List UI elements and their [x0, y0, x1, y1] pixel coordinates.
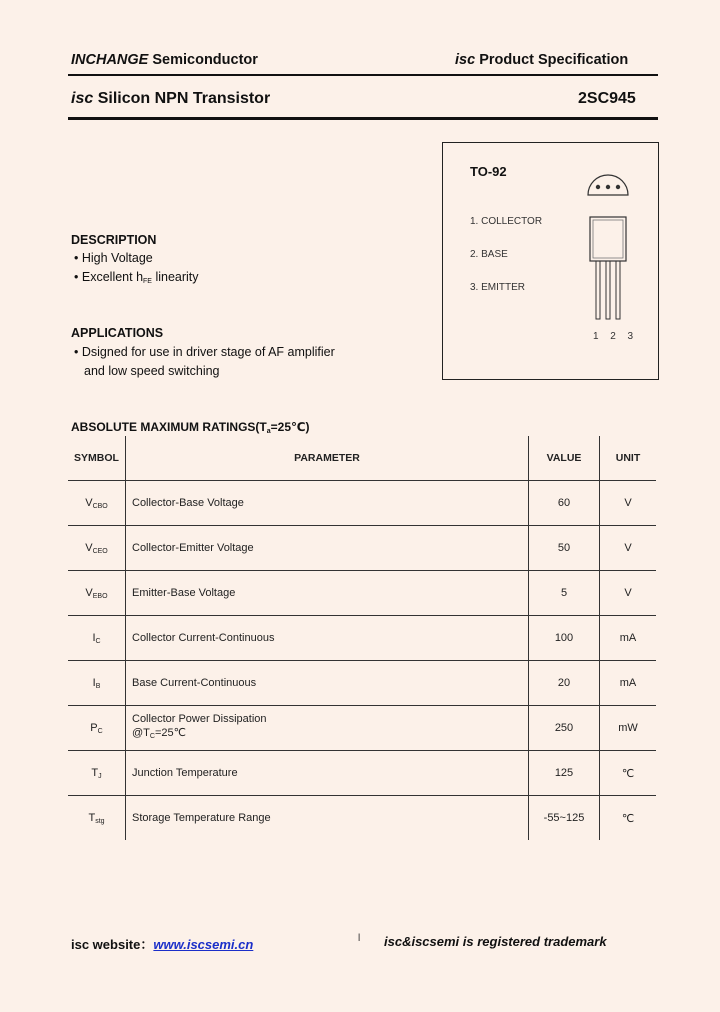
header-value: VALUE — [529, 436, 600, 481]
symbol-cell — [68, 796, 126, 841]
footer-website — [71, 934, 253, 953]
website-link[interactable]: www.iscsemi.cn — [153, 937, 254, 952]
unit-cell: mW — [600, 706, 657, 751]
unit-cell: ℃ — [600, 796, 657, 841]
unit-cell: mA — [600, 616, 657, 661]
ratings-table — [68, 436, 656, 840]
ratings-heading-sub: a — [266, 428, 271, 435]
unit-cell: ℃ — [600, 751, 657, 796]
symbol-subscript: B — [95, 682, 101, 690]
symbol-letter: V — [85, 496, 93, 509]
description-item-1-text: High Voltage — [81, 251, 153, 265]
symbol-letter: I — [92, 676, 96, 689]
parameter-cell: Collector-Base Voltage — [126, 481, 529, 526]
pin-label-collector: 1. COLLECTOR — [470, 216, 543, 227]
symbol-letter: P — [90, 721, 98, 734]
description-item-2-post: linearity — [151, 270, 199, 284]
symbol-cell — [68, 661, 126, 706]
symbol-subscript: CBO — [92, 502, 108, 510]
bullet-icon: • — [74, 345, 79, 359]
header-unit: UNIT — [600, 436, 657, 481]
pin-label-emitter: 3. EMITTER — [470, 282, 526, 293]
description-item-1 — [74, 249, 153, 268]
symbol-subscript: stg — [95, 817, 105, 825]
symbol-subscript: EBO — [92, 592, 108, 600]
symbol-cell — [68, 706, 126, 751]
unit-cell: mA — [600, 661, 657, 706]
value-cell: 125 — [529, 751, 600, 796]
value-cell: 5 — [529, 571, 600, 616]
parameter-cell: Base Current-Continuous — [126, 661, 529, 706]
value-cell: 60 — [529, 481, 600, 526]
symbol-cell — [68, 526, 126, 571]
parameter-cell: Collector-Emitter Voltage — [126, 526, 529, 571]
description-item-2 — [74, 268, 199, 291]
value-cell: 250 — [529, 706, 600, 751]
description-item-2-pre: Excellent h — [81, 270, 144, 284]
value-cell: -55~125 — [529, 796, 600, 841]
footer-separator: l — [358, 933, 361, 944]
part-number: 2SC945 — [578, 90, 636, 107]
table-header-row — [68, 436, 656, 481]
bullet-icon: • — [74, 270, 79, 284]
description-heading: DESCRIPTION — [71, 233, 157, 247]
pin-number-2: 2 — [610, 331, 616, 342]
parameter-cell: Junction Temperature — [126, 751, 529, 796]
title-brand: isc — [71, 90, 94, 107]
package-name: TO-92 — [470, 164, 507, 179]
parameter-cell: Collector Current-Continuous — [126, 616, 529, 661]
symbol-letter: V — [85, 541, 93, 554]
table-row — [68, 751, 656, 796]
header-symbol: SYMBOL — [68, 436, 126, 481]
description-item-2-sub: FE — [143, 278, 152, 285]
bullet-icon: • — [74, 251, 79, 265]
symbol-cell — [68, 751, 126, 796]
table-row — [68, 661, 656, 706]
ratings-heading-post: =25℃) — [270, 420, 310, 434]
table-row — [68, 481, 656, 526]
parameter-cell — [126, 706, 529, 751]
applications-line-2: and low speed switching — [84, 364, 220, 378]
trademark-text: isc&iscsemi is registered trademark — [384, 934, 607, 949]
pin-numbers — [593, 331, 633, 342]
pin-label-base: 2. BASE — [470, 249, 508, 260]
table-row — [68, 796, 656, 841]
symbol-subscript: CEO — [92, 547, 108, 555]
parameter-line-2-pre: @T — [132, 727, 150, 739]
company-brand: INCHANGE — [71, 52, 149, 68]
title-rule — [68, 117, 658, 120]
table-row — [68, 571, 656, 616]
applications-item-1 — [74, 343, 335, 362]
to92-package-drawing — [578, 163, 638, 343]
pin-number-3: 3 — [627, 331, 633, 342]
symbol-letter: T — [91, 766, 99, 779]
symbol-letter: I — [92, 631, 96, 644]
website-label: isc website： — [71, 937, 154, 952]
spec-brand: isc — [455, 52, 476, 68]
parameter-cell: Emitter-Base Voltage — [126, 571, 529, 616]
title-product: Silicon NPN Transistor — [93, 90, 271, 107]
symbol-cell — [68, 616, 126, 661]
footer-trademark — [384, 934, 607, 949]
ratings-heading — [71, 420, 310, 435]
company-name-rest: Semiconductor — [148, 52, 258, 68]
parameter-line-1: Collector Power Dissipation — [132, 713, 267, 725]
parameter-line-2-sub: C — [149, 733, 155, 740]
symbol-subscript: C — [97, 727, 103, 735]
spec-label-rest: Product Specification — [475, 52, 629, 68]
parameter-line-2 — [132, 726, 528, 744]
parameter-line-2-post: =25℃ — [154, 727, 186, 739]
symbol-letter: V — [85, 586, 93, 599]
unit-cell: V — [600, 571, 657, 616]
table-row — [68, 526, 656, 571]
symbol-subscript: C — [95, 637, 101, 645]
pin-number-1: 1 — [593, 331, 599, 342]
unit-cell: V — [600, 481, 657, 526]
table-row — [68, 616, 656, 661]
value-cell: 100 — [529, 616, 600, 661]
spec-label — [455, 52, 628, 68]
header-parameter: PARAMETER — [126, 436, 529, 481]
symbol-cell — [68, 481, 126, 526]
value-cell: 20 — [529, 661, 600, 706]
applications-heading: APPLICATIONS — [71, 326, 164, 340]
symbol-cell — [68, 571, 126, 616]
company-name — [71, 52, 258, 68]
applications-line-1: Dsigned for use in driver stage of AF amplifier — [81, 345, 335, 359]
package-box — [442, 142, 659, 380]
parameter-cell: Storage Temperature Range — [126, 796, 529, 841]
value-cell: 50 — [529, 526, 600, 571]
table-row — [68, 706, 656, 751]
ratings-heading-pre: ABSOLUTE MAXIMUM RATINGS(T — [71, 420, 267, 434]
symbol-letter: T — [88, 811, 96, 824]
unit-cell: V — [600, 526, 657, 571]
symbol-subscript: J — [98, 772, 102, 780]
product-title — [71, 90, 270, 108]
header-rule — [68, 74, 658, 76]
